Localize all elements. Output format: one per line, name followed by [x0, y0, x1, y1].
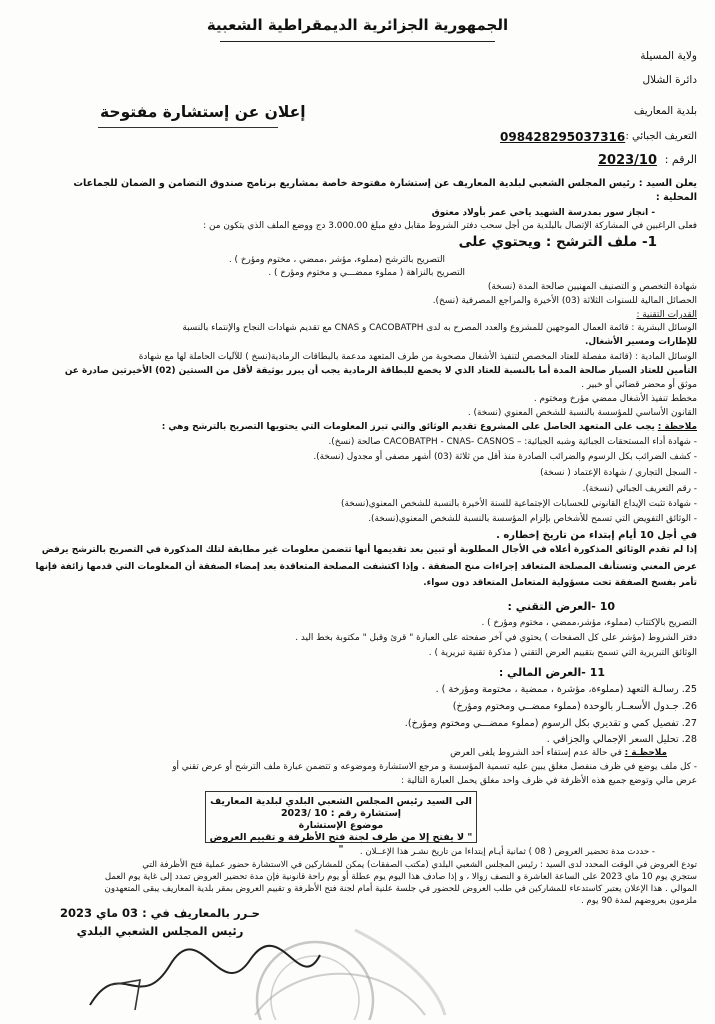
technical-offer-item-2: دفتر الشروط (مؤشر على كل الصفحات ) يحتوي في آخر صفحته على العبارة " قرئ وقبل " مكتوبة بخط اليد .	[295, 633, 697, 643]
footer-prep-line: - حددت مدة تحضير العروض ( 08 ) ثمانية أيـام إبتداءا من تاريخ نشـر هذا الإعــلان .	[359, 847, 655, 857]
technical-offer-item-1: التصريح بالإكتتاب (مملوء، مؤشر،ممضي ، مختوم ومؤرخ ) .	[481, 618, 697, 628]
note2-line-2: عرض مالي وتوضع جميع هذه الأظرفة في ظرف واحد مغلق يحمل العبارة التالية :	[401, 776, 697, 786]
footer-line-3: الموالي . هذا الإعلان يعتبر كاستدعاء للمشاركين في طلب العروض للحضور في جلسة علنية أمام لجنة فتح الأظرفة و تقييم العروض بمقر بلدية المعاريف يبقى المتعهدون	[104, 884, 697, 894]
header-underline	[220, 41, 495, 42]
note2-text: في حالة عدم إستفاء أحد الشروط يلغى العرض	[450, 748, 622, 758]
footer-line-4: ملزمون بعروضهم لمدة 90 يوم .	[580, 896, 697, 906]
capacities-heading: القدرات التقنية :	[636, 310, 697, 320]
footer-line-1: تودع العروض في الوقت المحدد لدى السيد : رئيس المجلس الشعبي البلدي (مكتب الصفقات) يمكن للمشاركين في الاستشارة حضور عملية فتح الأظرفة التي	[142, 860, 697, 870]
nif-label: التعريف الجبائي :	[625, 131, 697, 142]
technical-offer-item-3: الوثائق التبريرية التي تسمح بتقييم العرض التقني ( مذكرة تقنية تبريرية ) .	[428, 648, 697, 658]
human-means-1: الوسائل البشرية : قائمة العمال الموجهين للمشروع والعدد المصرح به لدى CACOBATPH و CNAS مع تقديم شهادات النجاح والإنتماء بالنسبة	[182, 323, 697, 333]
financial-offer-item-3: 27. تفصيل كمي و تقديري بكل الرسوم (مملوء ممضـــي ومختوم ومؤرخ).	[404, 718, 697, 729]
warning-line-2: عرض المعني وتستأنف المصلحة المتعاقد إجراءات منح الصفقة . وإذا اكتشفت المصلحة المتعاقدة بعد إمضاء الصفقة أن المعلومات التي قدمها زائفة فإنها	[35, 562, 697, 572]
schedule-line: مخطط تنفيذ الأشغال ممضي مؤرخ ومختوم .	[533, 394, 697, 404]
signature-place-date: حـرر بالمعاريف في : 03 ماي 2023	[60, 906, 260, 920]
note1-text: يجب على المتعهد الحاصل على المشروع تقديم الوثائق والتي تبرز المعلومات التي يحتويها التصريح بالترشح وهي :	[161, 422, 655, 432]
note1-item-4: - رقم التعريف الجبائي (نسخة).	[582, 484, 697, 494]
daira-label: دائرة الشلال	[642, 74, 697, 86]
reference-value: 2023/10	[598, 153, 658, 168]
note1-item-6: - الوثائق التفويض التي تسمح للأشخاص بإلزام المؤسسة بالنسبة للشخص المعنوي(نسخة).	[368, 514, 697, 524]
envelope-recipient: الى السيد رئيس المجلس الشعبي البلدي لبلدية المعاريف	[210, 796, 472, 807]
wilaya-label: ولاية المسيلة	[640, 50, 697, 62]
section1-item-1: التصريح بالترشح (مملوء، مؤشر ،ممضي ، مختوم ومؤرخ ) .	[228, 255, 445, 265]
human-means-2: للإطارات ومسير الأشغال.	[585, 337, 697, 347]
reference-label: الرقم :	[664, 153, 697, 166]
note2-line-1: - كل ملف يوضع في ظرف منفصل مغلق يبين عليه تسمية المؤسسة و مرجع الاستشارة وموضوعه و تتضمن عبارة ملف الترشح أو عرض تقني أو	[172, 762, 697, 772]
signature-scribble-icon	[80, 935, 330, 1020]
republic-header: الجمهورية الجزائرية الديمقراطية الشعبية	[206, 16, 509, 34]
note1-heading: ملاحظة :	[657, 422, 697, 432]
signature-title: رئيس المجلس الشعبي البلدي	[76, 924, 244, 938]
warning-line-1: إذا لم تقدم الوثائق المذكورة أعلاه في الأجال المطلوبة أو تبين بعد تقديمها أنها تتضمن معلومات غير مطابقة لتلك المذكورة في التصريح بالترشح يرفض	[41, 545, 697, 555]
section1-heading: 1- ملف الترشح : ويحتوي على	[458, 234, 657, 250]
intro-line-2: المحلية :	[655, 192, 697, 203]
warning-line-3: تأمر بفسخ الصفقة تحت مسؤولية المتعامل المتعاقد دون سواء.	[423, 578, 697, 588]
nif-value: 098428295037316	[500, 130, 626, 144]
commune-label: بلدية المعاريف	[633, 105, 697, 117]
note1-item-3: - السجل التجاري / شهادة الإعتماد ( نسخة)	[540, 468, 697, 478]
material-means-1: الوسائل المادية : (قائمة مفصلة للعتاد المخصص لتنفيذ الأشغال مصحوبة من طرف المتعهد مدعمة بالبطاقات الرمادية(نسخ ) للآليات الحاملة لها مع شهادة	[138, 352, 697, 362]
section1-item-2: التصريح بالنزاهة ( مملوء ممضـــي و مختوم ومؤرخ ) .	[268, 268, 465, 278]
section1-item-3: شهادة التخصص و التصنيف المهنيين صالحة المدة (نسخة)	[487, 282, 697, 292]
footer-line-2: ستجري يوم 10 ماي 2023 على الساعة العاشرة و النصف زوالا ، و إذا صادف هذا اليوم يوم عطلة أو يوم راحة قانونية فإن مدة تحضير العروض تمدد إلى غاية يوم العمل	[104, 872, 697, 882]
note2-heading: ملاحظـة :	[624, 748, 667, 758]
note1-item-1: - شهادة أداء المستحقات الجبائية وشبه الجبائية: – CACOBATPH - CNAS- CASNOS صالحة (نسخ).	[328, 437, 697, 447]
page-title: إعلان عن إستشارة مفتوحة	[100, 103, 306, 121]
deadline-line: في أجل 10 أيام إبتداء من تاريخ إخطاره .	[496, 530, 697, 541]
envelope-reference: إستشارة رقم : 10 /2023	[280, 807, 402, 819]
section1-item-4: الحصائل المالية للسنوات الثلاثة (03) الأخيرة والمراجع المصرفية (نسخ).	[432, 296, 697, 306]
title-underline	[98, 127, 278, 128]
project-title: - انجاز سور بمدرسة الشهيد ياحي عمر بأولاد معتوق	[431, 208, 655, 218]
material-means-2: التأمين للعتاد السيار صالحة المدة أما بالنسبة للعتاد الذي لا يخضع للبطاقة الرمادية يجب أن يبرر بوثيقة لأقل من السنتين (02) الأخيرتين صادرة عن	[64, 366, 697, 376]
envelope-note: " لا يفتح إلا من طرف لجنة فتح الأظرفة و تقييم العروض "	[209, 831, 473, 855]
intro-line-1: يعلن السيد : رئيس المجلس الشعبي لبلدية المعاريف عن إستشارة مفتوحة خاصة بمشاريع برنامج صندوق التضامن و الضمان للجماعات	[73, 178, 697, 189]
envelope-subject: موضوع الإستشارة	[298, 819, 384, 831]
note1-item-5: - شهادة تثبت الإيداع القانوني للحسابات الإجتماعية للسنة الأخيرة بالنسبة للشخص المعنوي(نسخة)	[341, 499, 697, 509]
statute-line: القانون الأساسي للمؤسسة بالنسبة للشخص المعنوي (نسخة) .	[467, 408, 697, 418]
note2-line	[40, 748, 667, 759]
intro-line-3: فعلى الراغبين في المشاركة الإتصال بالبلدية من أجل سحب دفتر الشروط مقابل دفع مبلغ 3.000.00 دج ووضع الملف الذي يتكون من :	[203, 221, 697, 231]
financial-offer-item-1: 25. رسالـة التعهد (مملوءة، مؤشرة ، ممضية ، مختومة ومؤرخة ) .	[435, 684, 697, 695]
material-means-3: موثق أو محضر قضائي أو خبير .	[581, 380, 697, 390]
financial-offer-item-2: 26. جـدول الأسعــار بالوحدة (مملوء ممضــي ومختوم ومؤرخ)	[452, 701, 697, 712]
technical-offer-heading: 10 -العرض التقني :	[507, 600, 615, 613]
financial-offer-heading: 11 -العرض المالي :	[498, 666, 605, 679]
note1-line	[40, 422, 697, 433]
envelope-box	[205, 791, 477, 855]
note1-item-2: - كشف الضرائب بكل الرسوم والضرائب الصادرة منذ أقل من ثلاثة (03) أشهر مصفى أو مجدول (نسخة).	[313, 452, 697, 462]
financial-offer-item-4: 28. تحليل السعر الإجمالي والجزافي .	[546, 734, 697, 745]
